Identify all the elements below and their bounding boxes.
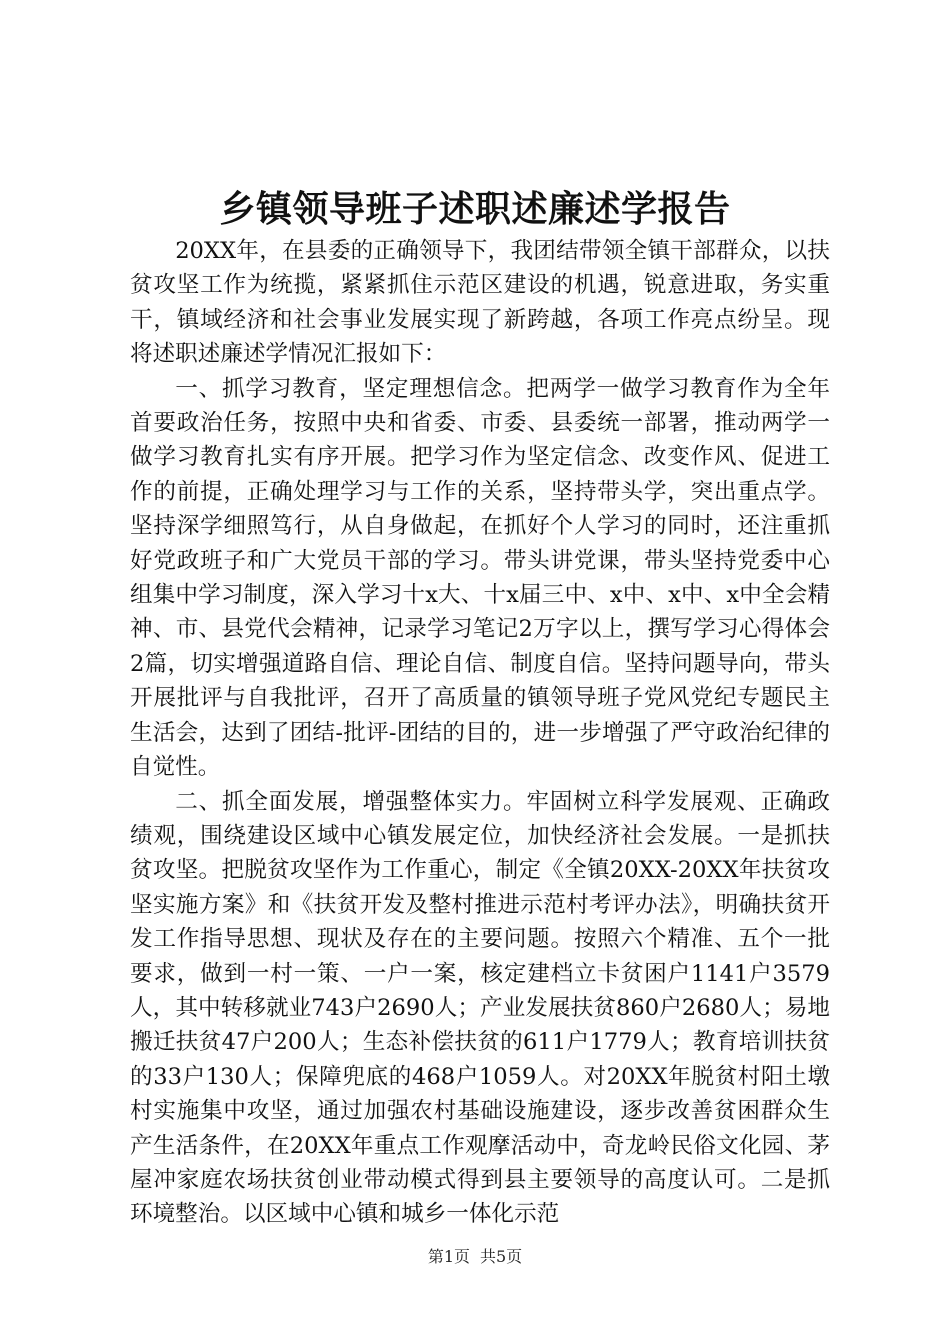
section-one-paragraph: 一、抓学习教育，坚定理想信念。把两学一做学习教育作为全年首要政治任务，按照中央和省委、市委、县委统一部署，推动两学一做学习教育扎实有序开展。把学习作为坚定信念、改变作风、促进工作的前提，正确处理学习与工作的关系，坚持带头学，突出重点学。坚持深学细照笃行，从自身做起，在抓好个人学习的同时，还注重抓好党政班子和广大党员干部的学习。带头讲党课，带头坚持党委中心组集中学习制度，深入学习十x大、十x届三中、x中、x中、x中全会精神、市、县党代会精神，记录学习笔记2万字以上，撰写学习心得体会2篇，切实增强道路自信、理论自信、制度自信。坚持问题导向，带头开展批评与自我批评，召开了高质量的镇领导班子党风党纪专题民主生活会，达到了团结-批评-团结的目的，进一步增强了严守政治纪律的自觉性。 [130, 375, 830, 781]
page-number: 第1页 [427, 1247, 470, 1266]
document-body [130, 234, 830, 1232]
page-total: 共5页 [480, 1247, 523, 1266]
intro-paragraph: 20XX年，在县委的正确领导下，我团结带领全镇干部群众，以扶贫攻坚工作为统揽，紧紧抓住示范区建设的机遇，锐意进取，务实重干，镇域经济和社会事业发展实现了新跨越，各项工作亮点纷呈。现将述职述廉述学情况汇报如下： [130, 238, 830, 368]
section-two-paragraph: 二、抓全面发展，增强整体实力。牢固树立科学发展观、正确政绩观，围绕建设区域中心镇发展定位，加快经济社会发展。一是抓扶贫攻坚。把脱贫攻坚作为工作重心，制定《全镇20XX-20XX年扶贫攻坚实施方案》和《扶贫开发及整村推进示范村考评办法》，明确扶贫开发工作指导思想、现状及存在的主要问题。按照六个精准、五个一批要求，做到一村一策、一户一案，核定建档立卡贫困户1141户3579人，其中转移就业743户2690人；产业发展扶贫860户2680人；易地搬迁扶贫47户200人；生态补偿扶贫的611户1779人；教育培训扶贫的33户130人；保障兜底的468户1059人。对20XX年脱贫村阳土墩村实施集中攻坚，通过加强农村基础设施建设，逐步改善贫困群众生产生活条件，在20XX年重点工作观摩活动中，奇龙岭民俗文化园、茅屋冲家庭农场扶贫创业带动模式得到县主要领导的高度认可。二是抓环境整治。以区域中心镇和城乡一体化示范 [130, 788, 830, 1228]
page-footer [0, 1245, 950, 1269]
document-title: 乡镇领导班子述职述廉述学报告 [219, 188, 731, 230]
